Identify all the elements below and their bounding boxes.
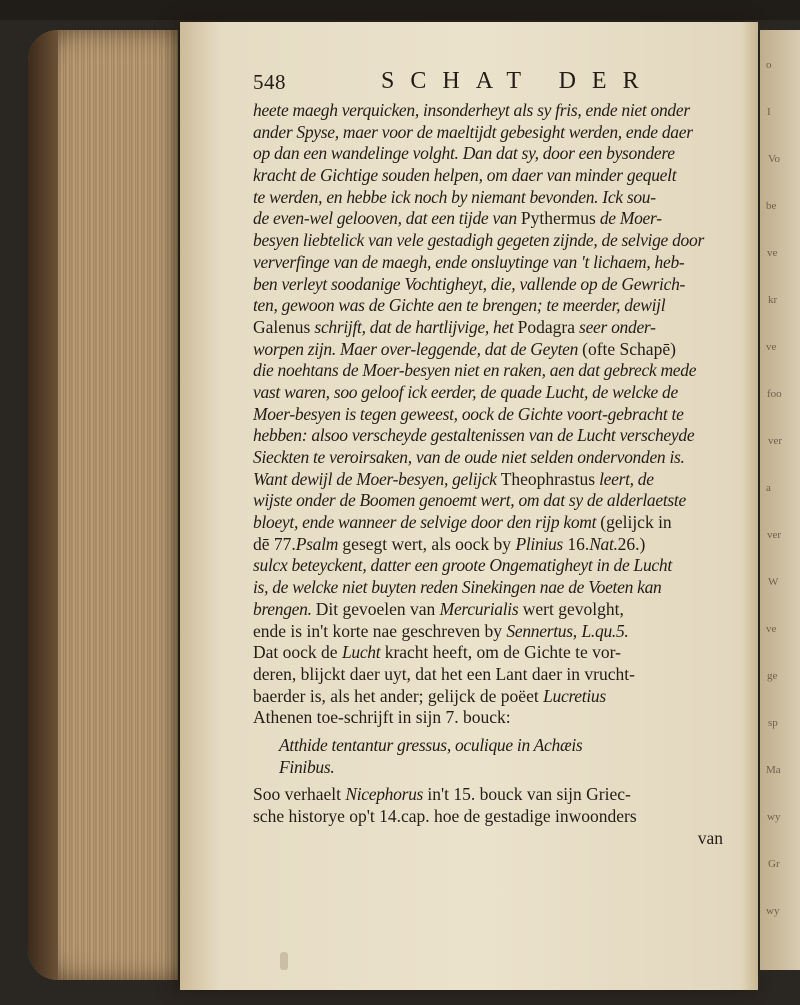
text-line — [253, 382, 733, 404]
roman-text: Podagra — [517, 316, 575, 337]
italic-text: de even-wel gelooven, dat een tijde van — [253, 208, 521, 229]
text-line — [253, 642, 733, 664]
background — [0, 0, 800, 20]
roman-text: deren, blijckt daer uyt, dat het een Lant daer in vrucht- — [253, 663, 635, 684]
roman-text: Pythermus — [520, 208, 596, 229]
italic-text: die noehtans de Moer-besyen niet en raken, aen dat gebreck mede — [253, 360, 697, 381]
italic-text: hebben: alsoo verscheyde gestaltenissen van de Lucht verscheyde — [253, 425, 695, 446]
book-page-edges — [28, 30, 178, 980]
italic-text: Lucht — [341, 642, 381, 663]
roman-text: in't 15. bouck van sijn Griec- — [423, 784, 631, 805]
roman-text: dē 77. — [253, 533, 296, 554]
facing-page-text-fragment: sp — [768, 717, 778, 729]
italic-text: ververfinge van de maegh, ende onsluytinge van 't lichaem, heb- — [253, 251, 685, 272]
italic-text: sulcx beteyckent, datter een groote Ongematigheyt in de Lucht — [253, 555, 672, 576]
facing-page-text-fragment: ge — [767, 670, 778, 682]
text-line — [253, 252, 733, 274]
text-line — [253, 230, 733, 252]
facing-page-text-fragment: I — [767, 106, 771, 118]
text-line — [253, 555, 733, 577]
italic-text: de Moer- — [595, 208, 662, 229]
text-line — [253, 425, 733, 447]
facing-page-text-fragment: ve — [766, 341, 777, 353]
page-header — [253, 68, 733, 100]
italic-text: is, de welcke niet buyten reden Sinekingen nae de Voeten kan — [253, 577, 662, 598]
italic-text: Sennertus — [506, 620, 573, 641]
italic-text: Plinius — [515, 533, 563, 554]
text-line — [253, 208, 733, 230]
italic-text: vast waren, soo geloof ick eerder, de quade Lucht, de welcke de — [253, 381, 678, 402]
facing-page-text-fragment: ve — [766, 623, 777, 635]
text-line — [253, 577, 733, 599]
facing-page-text-fragment: W — [768, 576, 779, 588]
roman-text: (gelijck in — [600, 512, 672, 533]
italic-text: ten, gewoon was de Gichte aen te brengen; te meerder, dewijl — [253, 295, 666, 316]
roman-text: kracht heeft, om de Gichte te vor- — [380, 642, 621, 663]
roman-text: (ofte Schapē) — [582, 338, 676, 359]
italic-text: seer onder- — [574, 316, 656, 337]
facing-page-fragment — [760, 30, 800, 970]
roman-text: Dit gevoelen van — [315, 598, 440, 619]
roman-text: ende is in't korte nae geschreven by — [253, 620, 507, 641]
italic-text: Nat. — [589, 533, 618, 554]
text-line — [253, 784, 733, 806]
page-number: 548 — [253, 70, 286, 94]
italic-text: heete maegh verquicken, insonderheyt als sy fris, ende niet onder — [253, 100, 690, 120]
italic-text: Lucretius — [543, 685, 606, 706]
italic-text: Mercurialis — [439, 598, 519, 619]
text-line — [253, 317, 733, 339]
facing-page-text-fragment: wy — [766, 905, 780, 917]
roman-text: , — [572, 620, 582, 641]
text-line — [253, 404, 733, 426]
text-line — [253, 447, 733, 469]
running-title: SCHAT DER — [381, 68, 655, 94]
text-line — [253, 664, 733, 686]
roman-text: gesegt wert, als oock by — [338, 533, 516, 554]
facing-page-text-fragment: foo — [767, 388, 782, 400]
italic-text: wijste onder de Boomen genoemt wert, om dat sy de alderlaetste — [253, 490, 686, 511]
facing-page-text-fragment: Vo — [768, 153, 781, 165]
italic-text: worpen zijn. Maer over-leggende, dat de Geyten — [253, 338, 583, 359]
book-spine — [28, 30, 58, 980]
roman-text: 16. — [562, 533, 590, 554]
facing-page-text-fragment: a — [766, 482, 771, 494]
text-line — [253, 100, 733, 122]
roman-text: 26.) — [617, 533, 646, 554]
text-line — [253, 534, 733, 556]
facing-page-text-fragment: Ma — [766, 764, 781, 776]
text-line — [253, 621, 733, 643]
italic-text: Nicephorus — [345, 784, 424, 805]
italic-text: bloeyt, ende wanneer de selvige door den rijp komt — [253, 512, 601, 533]
text-line — [253, 339, 733, 361]
facing-page-text-fragment: wy — [767, 811, 781, 823]
italic-text: te werden, en hebbe ick noch by niemant bevonden. Ick sou- — [253, 186, 656, 207]
page-text — [253, 68, 733, 849]
italic-text: brengen. — [253, 598, 316, 619]
text-line — [253, 469, 733, 491]
facing-page-text-fragment: kr — [768, 294, 778, 306]
roman-text: Galenus — [253, 316, 311, 337]
roman-text: baerder is, als het ander; gelijck de poëet — [253, 685, 544, 706]
italic-text: op dan een wandelinge volght. Dan dat sy, door een bysondere — [253, 143, 675, 164]
facing-page-text-fragment: Gr — [768, 858, 780, 870]
text-line — [253, 122, 733, 144]
catchword: van — [697, 827, 723, 848]
italic-text: kracht de Gichtige souden helpen, om daer van minder gequelt — [253, 165, 677, 186]
italic-text: Psalm — [295, 533, 339, 554]
text-line — [253, 295, 733, 317]
roman-text: Soo verhaelt — [253, 784, 346, 805]
italic-text: besyen liebtelick van vele gestadigh gegeten zijnde, de selvige door — [253, 230, 704, 251]
text-line — [253, 806, 733, 828]
text-line — [253, 360, 733, 382]
roman-text: sche historye op't 14.cap. hoe de gestadige inwoonders — [253, 806, 637, 826]
body-text — [253, 100, 733, 729]
facing-page-text-fragment: o — [766, 59, 772, 71]
roman-text: Theophrastus — [500, 468, 596, 489]
roman-text: wert gevolght, — [518, 598, 624, 619]
facing-page-text-fragment: ver — [768, 435, 783, 447]
text-line — [253, 143, 733, 165]
facing-page-text-fragment: ver — [767, 529, 782, 541]
closing-paragraph — [253, 784, 733, 827]
text-line — [253, 686, 733, 708]
text-line — [253, 274, 733, 296]
italic-text: L.qu.5. — [581, 620, 629, 641]
facing-page-text-fragment: ve — [767, 247, 778, 259]
italic-text: ander Spyse, maer voor de maeltijdt gebesight werden, ende daer — [253, 121, 693, 142]
text-line — [253, 165, 733, 187]
verse-quotation — [253, 735, 733, 778]
italic-text: Sieckten te veroirsaken, van de oude niet selden ondervonden is. — [253, 447, 685, 467]
italic-text: Moer-besyen is tegen geweest, oock de Gichte voort-gebracht te — [253, 403, 684, 424]
page-mark — [280, 952, 288, 970]
italic-text: ben verleyt soodanige Vochtigheyt, die, vallende op de Gewrich- — [253, 273, 686, 294]
facing-page-text-fragment: be — [766, 200, 777, 212]
roman-text: Athenen toe-schrijft in sijn 7. bouck: — [253, 707, 511, 728]
verse-line: Finibus. — [279, 756, 335, 777]
text-line — [253, 512, 733, 534]
italic-text: leert, de — [595, 468, 654, 489]
text-line — [253, 490, 733, 512]
verse-line: Atthide tentantur gressus, oculique in Achæis — [279, 734, 583, 755]
italic-text: Want dewijl de Moer-besyen, gelijck — [253, 468, 501, 489]
roman-text: Dat oock de — [253, 642, 342, 663]
text-line — [253, 707, 733, 729]
text-line — [253, 599, 733, 621]
text-line — [253, 187, 733, 209]
italic-text: schrijft, dat de hartlijvige, het — [310, 316, 518, 337]
